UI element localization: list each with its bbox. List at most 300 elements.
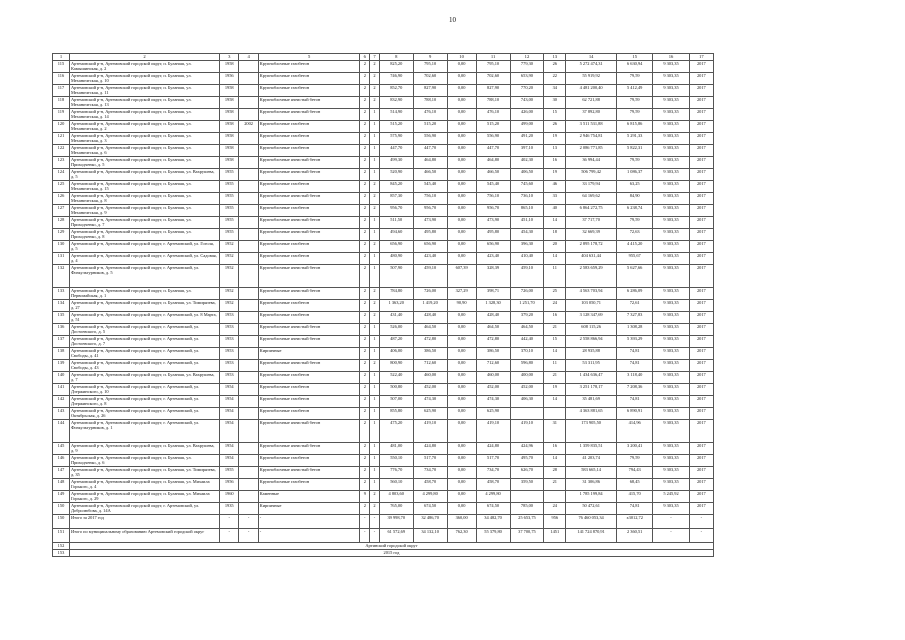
repair-year-cell (239, 181, 258, 193)
total-area-cell: 825,20 (379, 61, 413, 73)
unit-cost-cell: 3 200,41 (617, 443, 653, 455)
residents-cell: 28 (544, 467, 566, 479)
owned-area-cell: 779,30 (510, 61, 544, 73)
build-year-cell: 1935 (220, 503, 239, 515)
plan-year-cell: 2017 (689, 312, 713, 324)
address-cell: Артемовский р-н, Артемовский городской округ, п. Буланаш, ул. Михаила Горького, д. 4 (69, 479, 219, 491)
entrances-cell: 2 (370, 300, 380, 312)
cost-limit-cell: 9 303,35 (653, 109, 689, 121)
repair-cost-cell: 37 892,80 (566, 109, 617, 121)
build-year-cell: - (220, 529, 239, 543)
wall-material-cell: Крупноблочные газобетон (258, 121, 360, 133)
cost-limit-cell: 9 303,35 (653, 121, 689, 133)
apartments-area-cell: 458,70 (476, 479, 510, 491)
wall-material-cell: Крупноблочные газобетон (258, 181, 360, 193)
apartments-area-cell: 55 379,80 (476, 529, 510, 543)
floors-cell: 2 (360, 253, 370, 265)
owned-area-cell: 865,10 (510, 205, 544, 217)
wall-material-cell: Крупноблочные ячеистый бетон (258, 217, 360, 229)
build-year-cell: 1954 (220, 396, 239, 408)
address-cell: Артемовский р-н, Артемовский городской округ, п. Буланаш, ул. Механическая, д. 13 (69, 97, 219, 109)
wall-material-cell: Крупноблочные газобетон (258, 73, 360, 85)
address-cell: Артемовский р-н, Артемовский городской округ, п. Буланаш, ул. Механическая, д. 6 (69, 145, 219, 157)
cost-limit-cell: 9 303,35 (653, 145, 689, 157)
residents-cell: 14 (544, 217, 566, 229)
living-area-cell: 495,80 (413, 229, 447, 241)
row-number: 124 (53, 169, 70, 181)
entrances-cell: 1 (370, 145, 380, 157)
wall-material-cell: Крупноблочные газобетон (258, 61, 360, 73)
wall-material-cell: Крупноблочные газобетон (258, 455, 360, 467)
address-cell: Артемовский р-н, Артемовский городской округ, п. Буланаш, ул. Вахрушева, д. 9 (69, 443, 219, 455)
nonresidential-area-cell: 0,00 (447, 348, 476, 360)
nonresidential-area-cell: 0,00 (447, 229, 476, 241)
residents-cell: 25 (544, 288, 566, 300)
plan-year-cell: 2017 (689, 408, 713, 420)
build-year-cell: 1955 (220, 205, 239, 217)
owned-area-cell: 499,00 (510, 121, 544, 133)
living-area-cell: 447,70 (413, 145, 447, 157)
repair-year-cell (239, 312, 258, 324)
residents-cell (544, 408, 566, 420)
nonresidential-area-cell: 0,00 (447, 217, 476, 229)
entrances-cell: 2 (370, 312, 380, 324)
table-row (53, 133, 714, 145)
repair-year-cell (239, 360, 258, 372)
unit-cost-cell: 5 412,49 (617, 85, 653, 97)
floors-cell: 2 (360, 205, 370, 217)
total-area-cell: 832,90 (379, 97, 413, 109)
table-row (53, 61, 714, 73)
cost-limit-cell: 9 303,35 (653, 217, 689, 229)
entrances-cell: 1 (370, 479, 380, 491)
floors-cell: 2 (360, 396, 370, 408)
nonresidential-area-cell: 0,00 (447, 145, 476, 157)
unit-cost-cell: 79,59 (617, 109, 653, 121)
unit-cost-cell: 7 208,36 (617, 384, 653, 396)
living-area-cell: 1 419,20 (413, 300, 447, 312)
row-number: 136 (53, 324, 70, 336)
row-number: 126 (53, 193, 70, 205)
build-year-cell: 1955 (220, 217, 239, 229)
wall-material-cell: - (258, 529, 360, 543)
nonresidential-area-cell: 0,00 (447, 491, 476, 503)
residents-cell: 24 (544, 503, 566, 515)
plan-year-cell: 2017 (689, 420, 713, 443)
entrances-cell: 1 (370, 348, 380, 360)
residents-cell: 24 (544, 300, 566, 312)
living-area-cell: 474,30 (413, 396, 447, 408)
repair-cost-cell: 2 895 178,72 (566, 241, 617, 253)
table-row (53, 384, 714, 396)
owned-area-cell: 743,00 (510, 97, 544, 109)
apartments-area-cell: 517,70 (476, 455, 510, 467)
row-number: 150 (53, 503, 70, 515)
owned-area-cell: 653,90 (510, 73, 544, 85)
floors-cell: - (360, 529, 370, 543)
row-number: 132 (53, 265, 70, 288)
cost-limit-cell: 9 303,35 (653, 360, 689, 372)
address-cell: Артемовский р-н, Артемовский городской округ, г. Артемовский, ул. Свободы, д. 43 (69, 360, 219, 372)
floors-cell: 2 (360, 324, 370, 336)
repair-year-cell (239, 193, 258, 205)
residents-cell: 46 (544, 181, 566, 193)
build-year-cell: 1960 (220, 491, 239, 503)
wall-material-cell: Крупноблочные ячеистый бетон (258, 336, 360, 348)
repair-cost-cell: 62 721,88 (566, 97, 617, 109)
nonresidential-area-cell: 0,00 (447, 181, 476, 193)
living-area-cell: 712,60 (413, 360, 447, 372)
nonresidential-area-cell: 0,00 (447, 133, 476, 145)
repair-cost-cell: 4 363 881,65 (566, 408, 617, 420)
row-number: 117 (53, 85, 70, 97)
apartments-area-cell: 4 299,80 (476, 491, 510, 503)
residents-cell: 21 (544, 324, 566, 336)
residents-cell: 11 (544, 360, 566, 372)
wall-material-cell: - (258, 515, 360, 529)
total-area-cell: 4 803,60 (379, 491, 413, 503)
table-row (53, 336, 714, 348)
repair-year-cell (239, 109, 258, 121)
plan-year-cell: 2017 (689, 61, 713, 73)
address-cell: Артемовский р-н, Артемовский городской округ, г. Артемовский, ул. Физкультурников, д. 5 (69, 265, 219, 288)
entrances-cell: 1 (370, 324, 380, 336)
total-area-cell: 855,80 (379, 408, 413, 420)
address-cell: Артемовский р-н, Артемовский городской округ, п. Буланаш, ул. Первомайская, д. 1 (69, 288, 219, 300)
unit-cost-cell: 63,25 (617, 181, 653, 193)
entrances-cell: 1 (370, 420, 380, 443)
total-area-cell: 1 363,20 (379, 300, 413, 312)
apartments-area-cell: 476,10 (476, 109, 510, 121)
plan-year-cell: 2017 (689, 229, 713, 241)
residents-cell: 21 (544, 479, 566, 491)
repair-cost-cell: 4 481 200,40 (566, 85, 617, 97)
total-area-cell: 406,00 (379, 348, 413, 360)
build-year-cell: 1953 (220, 348, 239, 360)
living-area-cell: 545,40 (413, 181, 447, 193)
owned-area-cell: 736,10 (510, 193, 544, 205)
owned-area-cell: 37 700,75 (510, 529, 544, 543)
nonresidential-area-cell: 0,00 (447, 360, 476, 372)
repair-cost-cell: 50 472,61 (566, 503, 617, 515)
address-cell: Артемовский р-н, Артемовский городской округ, п. Буланаш, ул. Вахрушева, д. 5 (69, 169, 219, 181)
residents-cell: 19 (544, 384, 566, 396)
row-number: 144 (53, 420, 70, 443)
living-area-cell: 515,20 (413, 121, 447, 133)
total-area-cell: 857,30 (379, 193, 413, 205)
repair-year-cell (239, 503, 258, 515)
nonresidential-area-cell: 0,00 (447, 312, 476, 324)
floors-cell: 2 (360, 336, 370, 348)
build-year-cell: 1953 (220, 372, 239, 384)
build-year-cell: 1953 (220, 336, 239, 348)
living-area-cell: 459,10 (413, 265, 447, 288)
nonresidential-area-cell: 0,00 (447, 443, 476, 455)
repair-cost-cell: 32 669,39 (566, 229, 617, 241)
build-year-cell: 1954 (220, 455, 239, 467)
living-area-cell: 827,90 (413, 85, 447, 97)
row-number: 121 (53, 133, 70, 145)
apartments-area-cell: 452,00 (476, 384, 510, 396)
repair-cost-cell: 1 434 636,47 (566, 372, 617, 384)
apartments-area-cell: 712,60 (476, 360, 510, 372)
wall-material-cell: Крупноблочные газобетон (258, 85, 360, 97)
nonresidential-area-cell: 0,00 (447, 97, 476, 109)
floors-cell: 2 (360, 443, 370, 455)
owned-area-cell: 402,30 (510, 157, 544, 169)
plan-year-cell: 2017 (689, 372, 713, 384)
table-row (53, 300, 714, 312)
living-area-cell: 556,90 (413, 133, 447, 145)
total-area-cell: 765,00 (379, 503, 413, 515)
apartments-area-cell: 495,80 (476, 229, 510, 241)
entrances-cell: 2 (370, 85, 380, 97)
repair-year-cell (239, 384, 258, 396)
total-area-cell: 511,50 (379, 217, 413, 229)
wall-material-cell: Крупноблочные газобетон (258, 253, 360, 265)
address-cell: Артемовский р-н, Артемовский городской округ, п. Буланаш, ул. Приходченко, д. 5 (69, 157, 219, 169)
cost-limit-cell: 9 303,35 (653, 73, 689, 85)
owned-area-cell: 25 653,75 (510, 515, 544, 529)
apartments-area-cell: 674,50 (476, 503, 510, 515)
apartments-area-cell: 827,90 (476, 85, 510, 97)
apartments-area-cell: 515,20 (476, 121, 510, 133)
row-number: 148 (53, 479, 70, 491)
cost-limit-cell: 9 303,35 (653, 455, 689, 467)
address-cell: Артемовский р-н, Артемовский городской округ, п. Буланаш, ул. Механическая, д. 14 (69, 109, 219, 121)
repair-cost-cell: 53 311,95 (566, 360, 617, 372)
table-row (53, 312, 714, 324)
plan-year-cell: 2017 (689, 217, 713, 229)
repair-cost-cell: 404 631,44 (566, 253, 617, 265)
living-area-cell: 956,70 (413, 205, 447, 217)
address-cell: Артемовский р-н, Артемовский городской округ, п. Буланаш, ул. Тимирязева, д. 27 (69, 300, 219, 312)
total-area-cell: 431,40 (379, 312, 413, 324)
repair-cost-cell: 33 179,94 (566, 181, 617, 193)
table-row (53, 491, 714, 503)
repair-year-cell (239, 324, 258, 336)
table-row (53, 408, 714, 420)
build-year-cell: 1953 (220, 360, 239, 372)
cost-limit-cell: 9 303,35 (653, 396, 689, 408)
total-area-cell: 515,20 (379, 121, 413, 133)
column-number-13: 13 (544, 54, 566, 61)
cost-limit-cell: 9 303,35 (653, 372, 689, 384)
total-area-cell: 507,90 (379, 265, 413, 288)
floors-cell: 2 (360, 145, 370, 157)
plan-year-cell: 2017 (689, 133, 713, 145)
cost-limit-cell: 9 303,35 (653, 467, 689, 479)
living-area-cell: 788,10 (413, 97, 447, 109)
repair-year-cell (239, 145, 258, 157)
cost-limit-cell: 9 303,35 (653, 324, 689, 336)
housing-registry-table (52, 53, 714, 557)
repair-cost-cell: 5 272 474,31 (566, 61, 617, 73)
residents-cell: 19 (544, 133, 566, 145)
floors-cell: 2 (360, 479, 370, 491)
floors-cell: 2 (360, 157, 370, 169)
owned-area-cell (510, 491, 544, 503)
plan-year-cell: 2017 (689, 109, 713, 121)
row-number: 147 (53, 467, 70, 479)
nonresidential-area-cell: 0,00 (447, 85, 476, 97)
owned-area-cell (510, 408, 544, 420)
unit-cost-cell: 79,59 (617, 217, 653, 229)
repair-cost-cell: 3 511 531,88 (566, 121, 617, 133)
total-area-cell: 656,90 (379, 241, 413, 253)
address-cell: Артемовский р-н, Артемовский городской округ, г. Артемовский, ул. Свободы, д. 41 (69, 348, 219, 360)
residents-cell: 21 (544, 372, 566, 384)
repair-cost-cell: 2 558 866,94 (566, 336, 617, 348)
nonresidential-area-cell: 0,00 (447, 241, 476, 253)
row-number: 129 (53, 229, 70, 241)
build-year-cell: 1955 (220, 467, 239, 479)
wall-material-cell: Крупноблочные газобетон (258, 479, 360, 491)
floors-cell: 2 (360, 181, 370, 193)
entrances-cell: 1 (370, 169, 380, 181)
repair-cost-cell: 37 717,70 (566, 217, 617, 229)
living-area-cell: 702,60 (413, 73, 447, 85)
total-area-cell: 481,00 (379, 443, 413, 455)
living-area-cell: 795,10 (413, 61, 447, 73)
total-area-cell: 520,90 (379, 169, 413, 181)
nonresidential-area-cell: 90,90 (447, 300, 476, 312)
repair-cost-cell: 506 799,42 (566, 169, 617, 181)
column-number-row (53, 54, 714, 61)
plan-year-cell: - (689, 529, 713, 543)
repair-year-cell (239, 336, 258, 348)
column-number-4: 4 (239, 54, 258, 61)
residents-cell: 19 (544, 169, 566, 181)
build-year-cell: 1958 (220, 157, 239, 169)
owned-area-cell: 397,10 (510, 145, 544, 157)
apartments-area-cell: 556,90 (476, 133, 510, 145)
table-row (53, 443, 714, 455)
entrances-cell: 1 (370, 455, 380, 467)
apartments-area-cell: 447,70 (476, 145, 510, 157)
build-year-cell: 1958 (220, 133, 239, 145)
section-label: Артинский городской округ (69, 543, 713, 550)
unit-cost-cell: 5 393,29 (617, 336, 653, 348)
floors-cell: 2 (360, 288, 370, 300)
residents-cell: 13 (544, 145, 566, 157)
table-row (53, 217, 714, 229)
cost-limit-cell: 9 303,35 (653, 205, 689, 217)
row-number: 115 (53, 61, 70, 73)
floors-cell: 2 (360, 241, 370, 253)
nonresidential-area-cell: 0,00 (447, 396, 476, 408)
unit-cost-cell: 79,59 (617, 73, 653, 85)
repair-year-cell (239, 133, 258, 145)
row-number: 123 (53, 157, 70, 169)
page-number: 10 (449, 16, 456, 24)
residents-cell: 11 (544, 265, 566, 288)
floors-cell: 2 (360, 61, 370, 73)
table-row (53, 420, 714, 443)
plan-year-cell: 2017 (689, 288, 713, 300)
entrances-cell: - (370, 515, 380, 529)
floors-cell: 2 (360, 229, 370, 241)
build-year-cell: 1952 (220, 265, 239, 288)
address-cell: Артемовский р-н, Артемовский городской округ, п. Буланаш, ул. Приходченко, д. 8 (69, 229, 219, 241)
nonresidential-area-cell: 762,30 (447, 529, 476, 543)
repair-year-cell (239, 229, 258, 241)
wall-material-cell: Крупноблочные ячеистый бетон (258, 169, 360, 181)
row-number: 140 (53, 372, 70, 384)
entrances-cell: 2 (370, 61, 380, 73)
repair-year-cell (239, 455, 258, 467)
wall-material-cell: Крупноблочные газобетон (258, 396, 360, 408)
nonresidential-area-cell: 0,00 (447, 408, 476, 420)
build-year-cell: 1953 (220, 324, 239, 336)
living-area-cell: 424,80 (413, 443, 447, 455)
row-number: 142 (53, 396, 70, 408)
cost-limit-cell: 9 303,35 (653, 193, 689, 205)
repair-cost-cell: 103 050,71 (566, 300, 617, 312)
apartments-area-cell: 472,80 (476, 336, 510, 348)
residents-cell (544, 491, 566, 503)
wall-material-cell: Крупноблочные газобетон (258, 300, 360, 312)
build-year-cell: 1952 (220, 288, 239, 300)
owned-area-cell: 396,30 (510, 241, 544, 253)
total-area-cell: 494,60 (379, 229, 413, 241)
column-number-14: 14 (566, 54, 617, 61)
cost-limit-cell: 9 303,35 (653, 133, 689, 145)
total-area-cell: 522,40 (379, 372, 413, 384)
living-area-cell: 428,40 (413, 312, 447, 324)
cost-limit-cell: 9 303,35 (653, 408, 689, 420)
row-number: 145 (53, 443, 70, 455)
repair-cost-cell: 608 115,26 (566, 324, 617, 336)
plan-year-cell: 2017 (689, 193, 713, 205)
living-area-cell: 464,80 (413, 157, 447, 169)
repair-year-cell (239, 467, 258, 479)
floors-cell: 2 (360, 300, 370, 312)
floors-cell: 2 (360, 360, 370, 372)
floors-cell: 2 (360, 384, 370, 396)
total-row-municipality (53, 529, 714, 543)
apartments-area-cell: 656,90 (476, 241, 510, 253)
row-number: 151 (53, 529, 70, 543)
owned-area-cell: 406,30 (510, 396, 544, 408)
repair-year-cell: - (239, 515, 258, 529)
plan-year-cell: 2017 (689, 145, 713, 157)
unit-cost-cell: 1 086,37 (617, 169, 653, 181)
build-year-cell: 1954 (220, 420, 239, 443)
entrances-cell: 1 (370, 467, 380, 479)
apartments-area-cell: 428,40 (476, 312, 510, 324)
total-area-cell: 575,90 (379, 133, 413, 145)
row-number: 141 (53, 384, 70, 396)
plan-year-cell: 2017 (689, 157, 713, 169)
total-area-cell: 480,90 (379, 253, 413, 265)
living-area-cell: 460,00 (413, 372, 447, 384)
unit-cost-cell: 74,81 (617, 360, 653, 372)
total-area-cell: 550,10 (379, 455, 413, 467)
column-number-10: 10 (447, 54, 476, 61)
entrances-cell: 1 (370, 443, 380, 455)
owned-area-cell: 370,10 (510, 348, 544, 360)
unit-cost-cell: 794,43 (617, 467, 653, 479)
row-number: 150 (53, 515, 70, 529)
residents-cell: 20 (544, 241, 566, 253)
repair-year-cell (239, 97, 258, 109)
cost-limit-cell: - (653, 529, 689, 543)
row-number: 143 (53, 408, 70, 420)
apartments-area-cell: 473,90 (476, 217, 510, 229)
owned-area-cell: 1 251,70 (510, 300, 544, 312)
total-area-cell: 784,80 (379, 288, 413, 300)
